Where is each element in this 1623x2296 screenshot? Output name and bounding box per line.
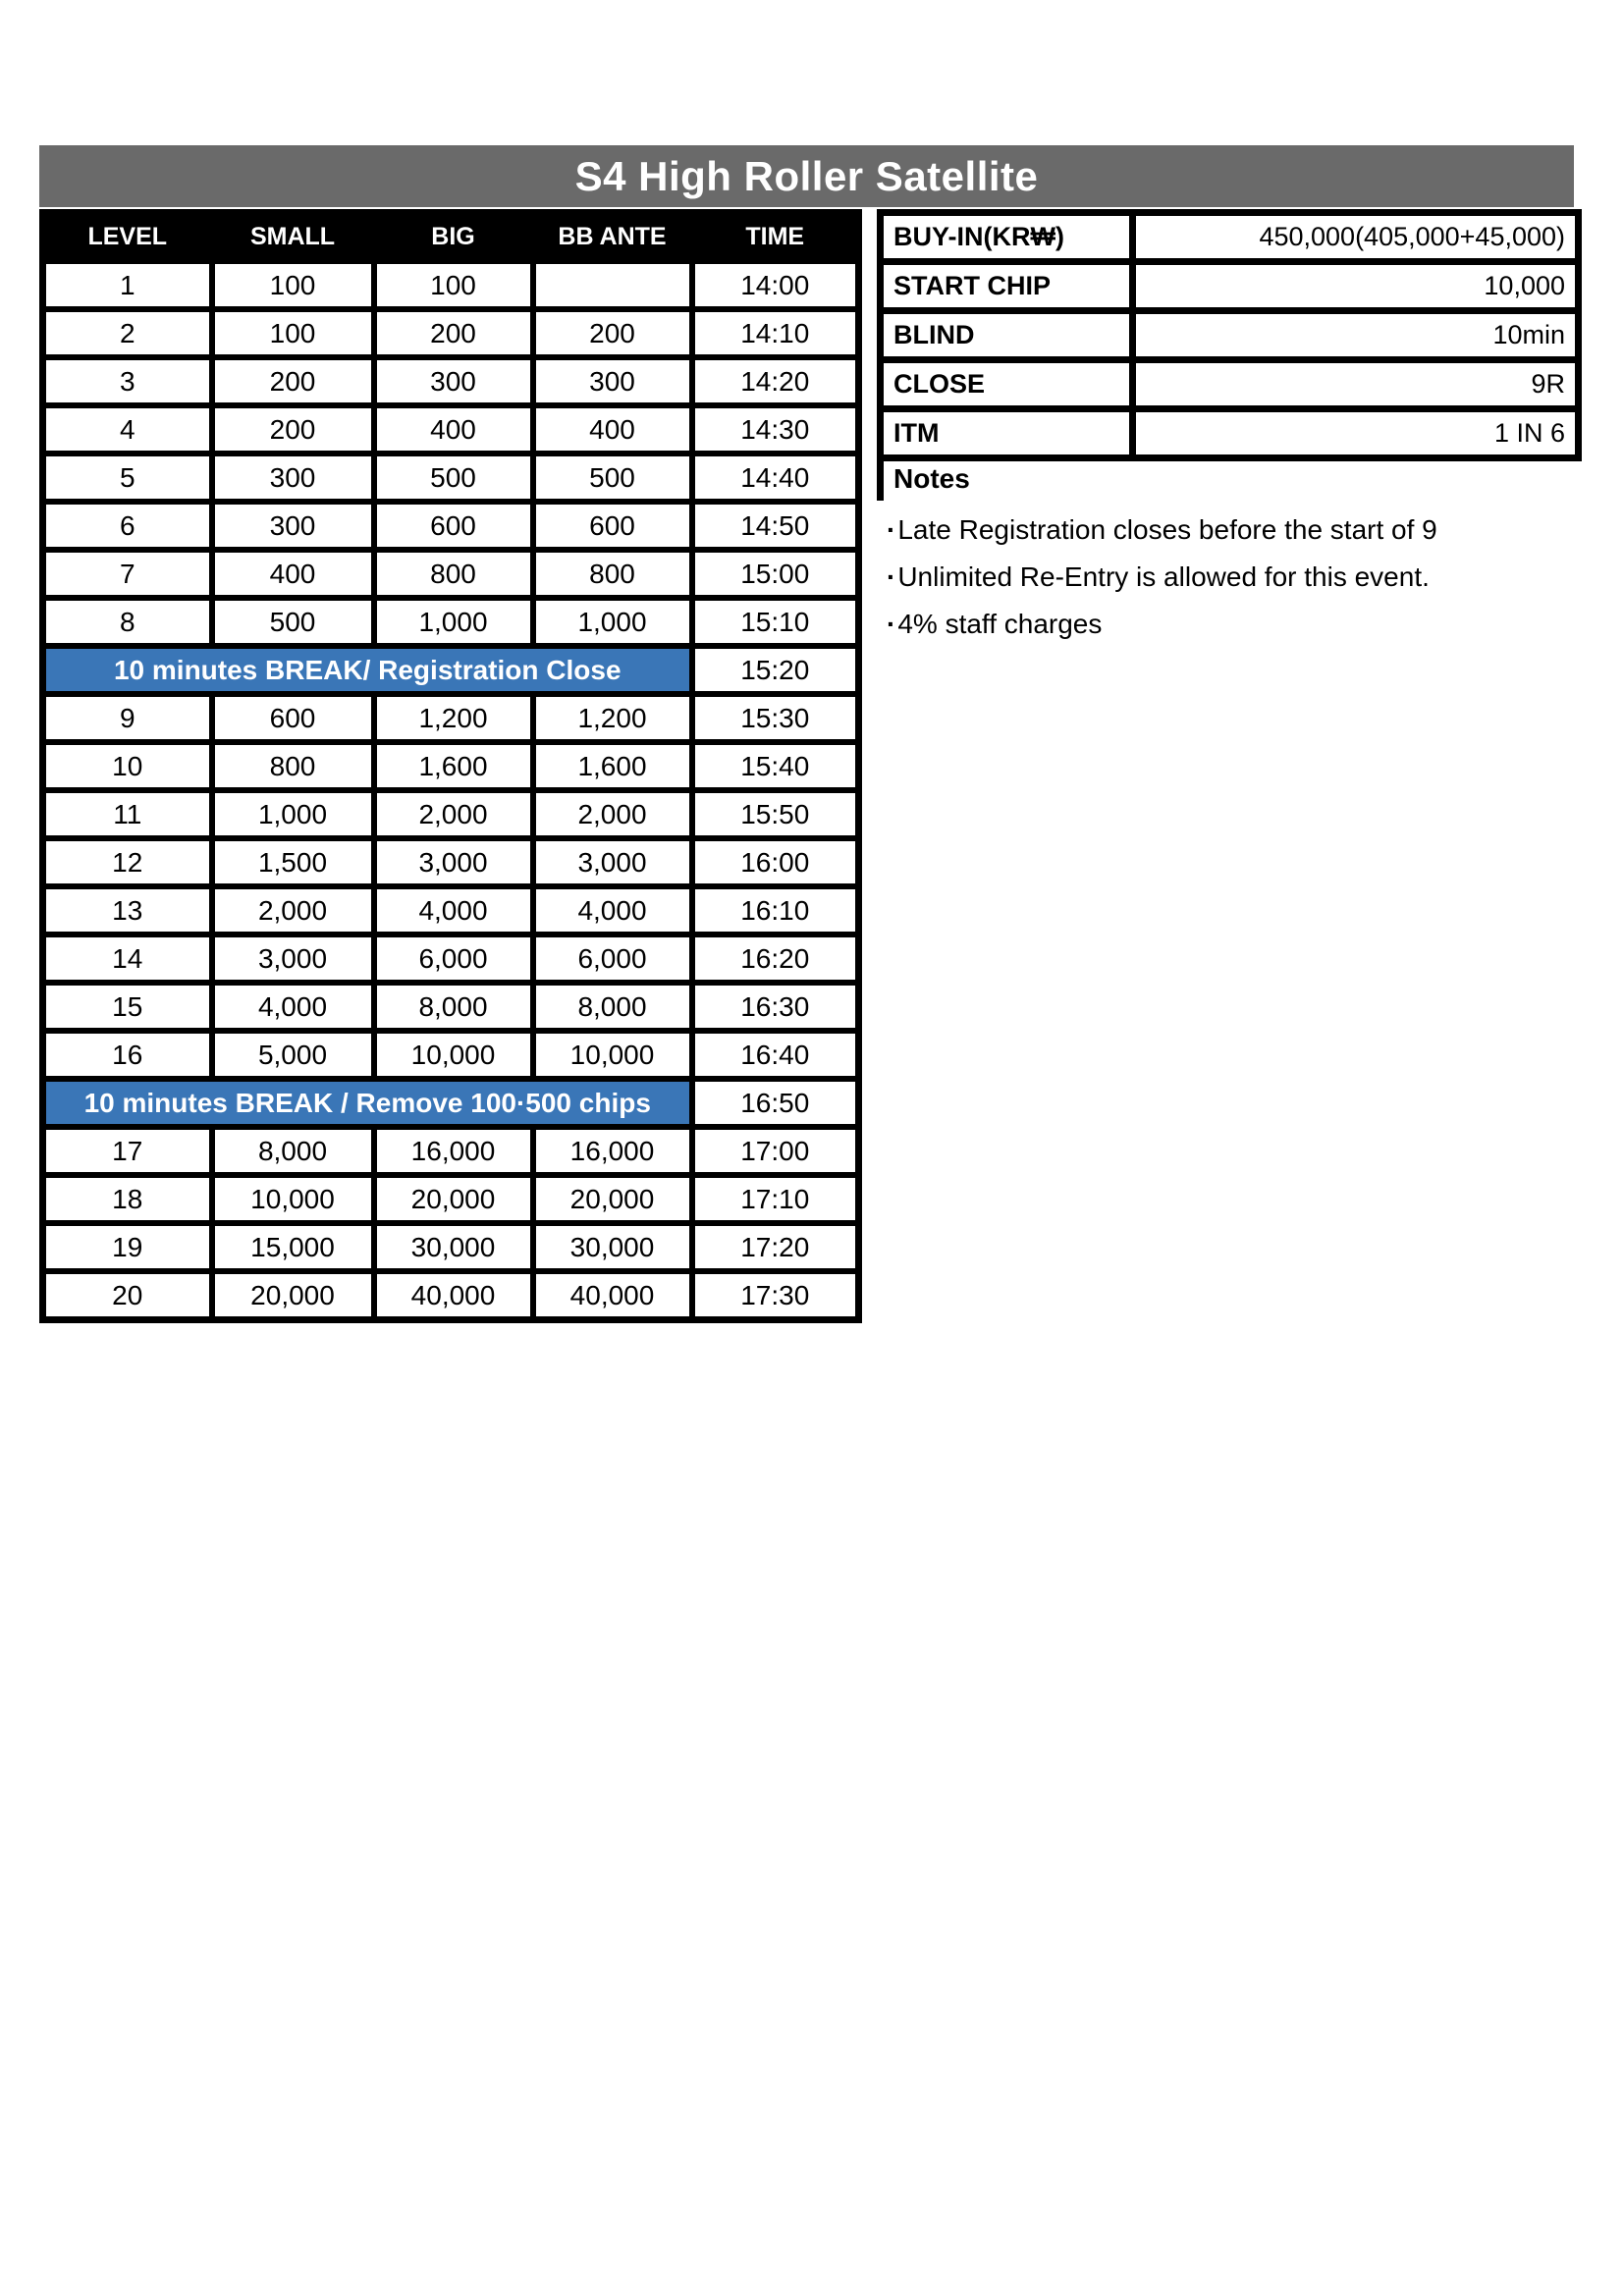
bullet-icon: · bbox=[887, 609, 896, 639]
info-panel bbox=[877, 209, 1582, 461]
notes-list bbox=[877, 507, 1584, 648]
info-value: 1 IN 6 bbox=[1133, 409, 1579, 458]
time-cell: 15:20 bbox=[692, 646, 859, 694]
bb-ante-cell: 1,200 bbox=[533, 694, 692, 742]
bb-ante-cell: 6,000 bbox=[533, 934, 692, 983]
level-cell: 5 bbox=[43, 454, 212, 502]
big-blind-cell: 10,000 bbox=[374, 1031, 533, 1079]
small-blind-cell: 100 bbox=[212, 261, 374, 309]
time-cell: 15:10 bbox=[692, 598, 859, 646]
note-text: 4% staff charges bbox=[897, 609, 1103, 639]
level-cell: 20 bbox=[43, 1271, 212, 1320]
level-row bbox=[43, 934, 859, 983]
bb-ante-cell: 600 bbox=[533, 502, 692, 550]
time-cell: 16:10 bbox=[692, 886, 859, 934]
bb-ante-cell: 1,000 bbox=[533, 598, 692, 646]
big-blind-cell: 200 bbox=[374, 309, 533, 357]
bullet-icon: · bbox=[887, 514, 896, 545]
small-blind-cell: 500 bbox=[212, 598, 374, 646]
info-row bbox=[881, 213, 1579, 262]
title-bar bbox=[39, 145, 1574, 207]
bb-ante-cell: 16,000 bbox=[533, 1127, 692, 1175]
small-blind-cell: 8,000 bbox=[212, 1127, 374, 1175]
big-blind-cell: 20,000 bbox=[374, 1175, 533, 1223]
level-row bbox=[43, 357, 859, 405]
big-blind-cell: 1,600 bbox=[374, 742, 533, 790]
note-text: Late Registration closes before the start of 9 bbox=[897, 514, 1437, 545]
column-header-small: SMALL bbox=[212, 213, 374, 262]
big-blind-cell: 400 bbox=[374, 405, 533, 454]
note-item bbox=[877, 601, 1584, 648]
info-label: START CHIP bbox=[881, 262, 1133, 311]
level-cell: 8 bbox=[43, 598, 212, 646]
notes-section bbox=[877, 457, 1584, 648]
level-cell: 4 bbox=[43, 405, 212, 454]
column-header-time: TIME bbox=[692, 213, 859, 262]
level-cell: 6 bbox=[43, 502, 212, 550]
time-cell: 17:10 bbox=[692, 1175, 859, 1223]
info-row bbox=[881, 409, 1579, 458]
time-cell: 17:00 bbox=[692, 1127, 859, 1175]
column-header-bb-ante: BB ANTE bbox=[533, 213, 692, 262]
big-blind-cell: 300 bbox=[374, 357, 533, 405]
time-cell: 14:30 bbox=[692, 405, 859, 454]
bb-ante-cell: 800 bbox=[533, 550, 692, 598]
bb-ante-cell: 8,000 bbox=[533, 983, 692, 1031]
info-row bbox=[881, 262, 1579, 311]
level-cell: 16 bbox=[43, 1031, 212, 1079]
small-blind-cell: 20,000 bbox=[212, 1271, 374, 1320]
time-cell: 17:30 bbox=[692, 1271, 859, 1320]
big-blind-cell: 8,000 bbox=[374, 983, 533, 1031]
table-header-row bbox=[43, 213, 859, 262]
level-cell: 17 bbox=[43, 1127, 212, 1175]
bb-ante-cell: 400 bbox=[533, 405, 692, 454]
level-row bbox=[43, 1127, 859, 1175]
small-blind-cell: 600 bbox=[212, 694, 374, 742]
time-cell: 14:40 bbox=[692, 454, 859, 502]
small-blind-cell: 300 bbox=[212, 454, 374, 502]
big-blind-cell: 500 bbox=[374, 454, 533, 502]
info-label: ITM bbox=[881, 409, 1133, 458]
level-row bbox=[43, 1223, 859, 1271]
level-cell: 14 bbox=[43, 934, 212, 983]
info-label: BUY-IN(KR₩) bbox=[881, 213, 1133, 262]
level-cell: 10 bbox=[43, 742, 212, 790]
small-blind-cell: 15,000 bbox=[212, 1223, 374, 1271]
level-cell: 19 bbox=[43, 1223, 212, 1271]
big-blind-cell: 40,000 bbox=[374, 1271, 533, 1320]
column-header-big: BIG bbox=[374, 213, 533, 262]
level-cell: 12 bbox=[43, 838, 212, 886]
time-cell: 14:10 bbox=[692, 309, 859, 357]
level-cell: 7 bbox=[43, 550, 212, 598]
small-blind-cell: 400 bbox=[212, 550, 374, 598]
small-blind-cell: 10,000 bbox=[212, 1175, 374, 1223]
bullet-icon: · bbox=[887, 561, 896, 592]
bb-ante-cell: 10,000 bbox=[533, 1031, 692, 1079]
big-blind-cell: 600 bbox=[374, 502, 533, 550]
level-cell: 1 bbox=[43, 261, 212, 309]
big-blind-cell: 800 bbox=[374, 550, 533, 598]
time-cell: 15:50 bbox=[692, 790, 859, 838]
bb-ante-cell: 2,000 bbox=[533, 790, 692, 838]
notes-heading: Notes bbox=[877, 457, 1584, 501]
big-blind-cell: 2,000 bbox=[374, 790, 533, 838]
time-cell: 14:00 bbox=[692, 261, 859, 309]
time-cell: 14:20 bbox=[692, 357, 859, 405]
level-cell: 18 bbox=[43, 1175, 212, 1223]
level-cell: 13 bbox=[43, 886, 212, 934]
small-blind-cell: 1,500 bbox=[212, 838, 374, 886]
level-row bbox=[43, 694, 859, 742]
column-header-level: LEVEL bbox=[43, 213, 212, 262]
time-cell: 16:00 bbox=[692, 838, 859, 886]
break-row bbox=[43, 1079, 859, 1127]
level-cell: 11 bbox=[43, 790, 212, 838]
bb-ante-cell: 500 bbox=[533, 454, 692, 502]
small-blind-cell: 4,000 bbox=[212, 983, 374, 1031]
level-cell: 2 bbox=[43, 309, 212, 357]
break-label-cell: 10 minutes BREAK / Remove 100·500 chips bbox=[43, 1079, 692, 1127]
note-item bbox=[877, 554, 1584, 601]
bb-ante-cell: 300 bbox=[533, 357, 692, 405]
small-blind-cell: 200 bbox=[212, 357, 374, 405]
level-row bbox=[43, 886, 859, 934]
info-value: 9R bbox=[1133, 360, 1579, 409]
bb-ante-cell: 3,000 bbox=[533, 838, 692, 886]
big-blind-cell: 100 bbox=[374, 261, 533, 309]
info-label: CLOSE bbox=[881, 360, 1133, 409]
level-row bbox=[43, 1175, 859, 1223]
info-label: BLIND bbox=[881, 311, 1133, 360]
page-title: S4 High Roller Satellite bbox=[574, 152, 1039, 199]
small-blind-cell: 100 bbox=[212, 309, 374, 357]
big-blind-cell: 3,000 bbox=[374, 838, 533, 886]
bb-ante-cell: 20,000 bbox=[533, 1175, 692, 1223]
break-row bbox=[43, 646, 859, 694]
time-cell: 15:30 bbox=[692, 694, 859, 742]
level-row bbox=[43, 742, 859, 790]
break-label-cell: 10 minutes BREAK/ Registration Close bbox=[43, 646, 692, 694]
small-blind-cell: 1,000 bbox=[212, 790, 374, 838]
bb-ante-cell: 4,000 bbox=[533, 886, 692, 934]
big-blind-cell: 1,200 bbox=[374, 694, 533, 742]
time-cell: 16:40 bbox=[692, 1031, 859, 1079]
small-blind-cell: 200 bbox=[212, 405, 374, 454]
blind-structure-table bbox=[39, 209, 862, 1323]
time-cell: 17:20 bbox=[692, 1223, 859, 1271]
info-value: 10,000 bbox=[1133, 262, 1579, 311]
bb-ante-cell bbox=[533, 261, 692, 309]
bb-ante-cell: 1,600 bbox=[533, 742, 692, 790]
info-value: 450,000(405,000+45,000) bbox=[1133, 213, 1579, 262]
level-row bbox=[43, 502, 859, 550]
level-row bbox=[43, 309, 859, 357]
small-blind-cell: 2,000 bbox=[212, 886, 374, 934]
bb-ante-cell: 200 bbox=[533, 309, 692, 357]
big-blind-cell: 16,000 bbox=[374, 1127, 533, 1175]
level-row bbox=[43, 598, 859, 646]
small-blind-cell: 3,000 bbox=[212, 934, 374, 983]
level-row bbox=[43, 1031, 859, 1079]
level-row bbox=[43, 405, 859, 454]
time-cell: 16:20 bbox=[692, 934, 859, 983]
small-blind-cell: 5,000 bbox=[212, 1031, 374, 1079]
big-blind-cell: 1,000 bbox=[374, 598, 533, 646]
info-row bbox=[881, 311, 1579, 360]
time-cell: 15:00 bbox=[692, 550, 859, 598]
time-cell: 16:50 bbox=[692, 1079, 859, 1127]
bb-ante-cell: 40,000 bbox=[533, 1271, 692, 1320]
time-cell: 16:30 bbox=[692, 983, 859, 1031]
bb-ante-cell: 30,000 bbox=[533, 1223, 692, 1271]
info-row bbox=[881, 360, 1579, 409]
big-blind-cell: 4,000 bbox=[374, 886, 533, 934]
time-cell: 15:40 bbox=[692, 742, 859, 790]
note-item bbox=[877, 507, 1584, 554]
big-blind-cell: 30,000 bbox=[374, 1223, 533, 1271]
info-value: 10min bbox=[1133, 311, 1579, 360]
small-blind-cell: 800 bbox=[212, 742, 374, 790]
level-row bbox=[43, 983, 859, 1031]
level-row bbox=[43, 550, 859, 598]
big-blind-cell: 6,000 bbox=[374, 934, 533, 983]
level-row bbox=[43, 261, 859, 309]
level-cell: 9 bbox=[43, 694, 212, 742]
level-row bbox=[43, 454, 859, 502]
level-cell: 3 bbox=[43, 357, 212, 405]
small-blind-cell: 300 bbox=[212, 502, 374, 550]
note-text: Unlimited Re-Entry is allowed for this event. bbox=[897, 561, 1430, 592]
level-row bbox=[43, 790, 859, 838]
level-row bbox=[43, 1271, 859, 1320]
time-cell: 14:50 bbox=[692, 502, 859, 550]
level-row bbox=[43, 838, 859, 886]
level-cell: 15 bbox=[43, 983, 212, 1031]
